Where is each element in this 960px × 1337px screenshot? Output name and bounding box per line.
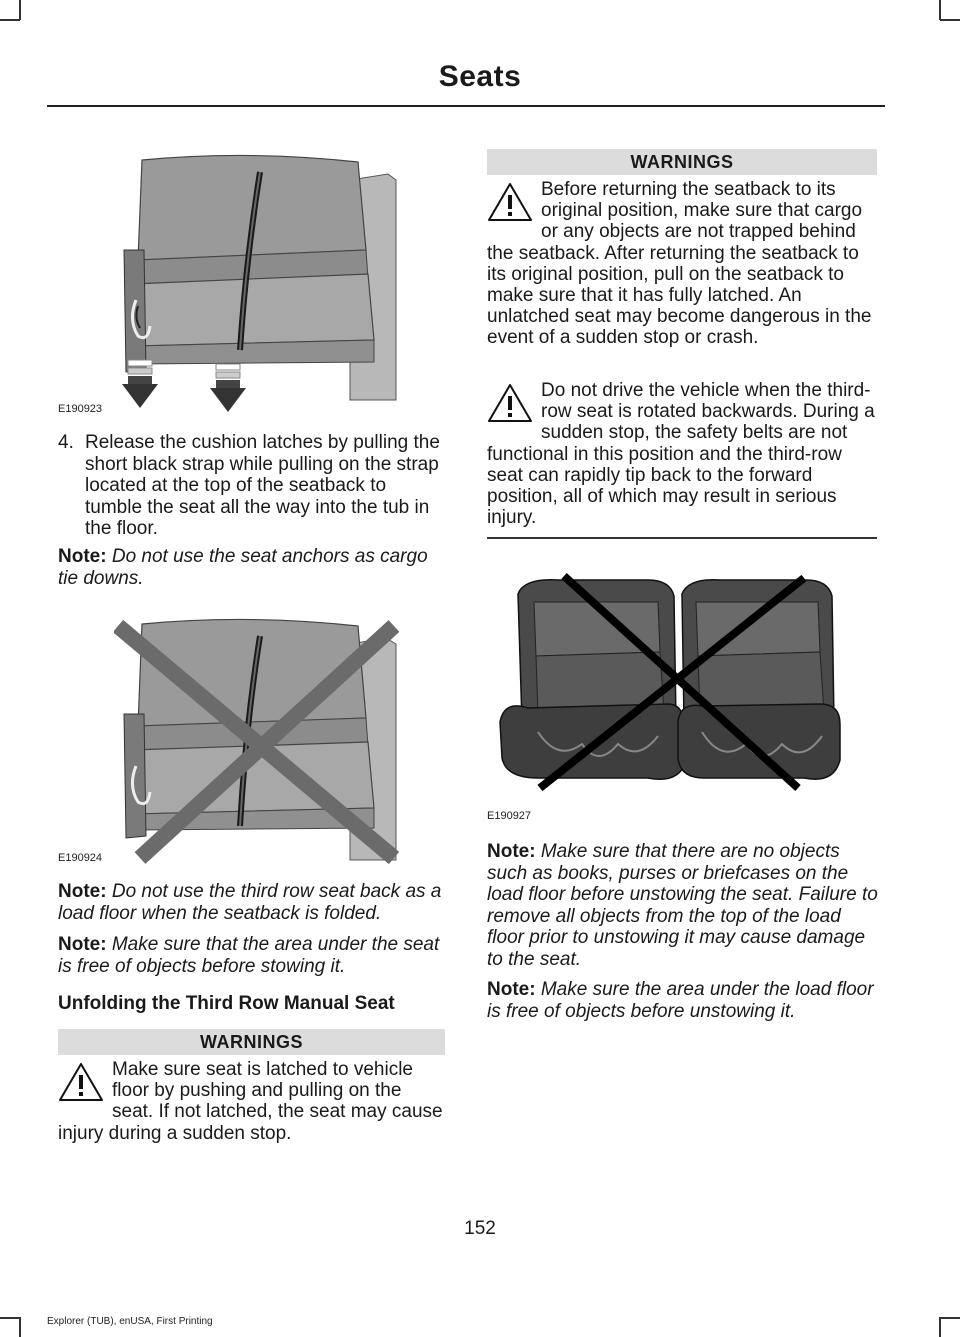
- warning-text: Make sure seat is latched to vehicle floor by pushing and pulling on the seat. If not latched, the seat may cause injury during a sudden stop.: [58, 1059, 443, 1144]
- image-code: E190927: [487, 810, 532, 822]
- warning-item: [58, 1059, 445, 1144]
- crop-mark: [0, 19, 20, 21]
- header-divider: [47, 105, 885, 107]
- print-info: Explorer (TUB), enUSA, First Printing: [47, 1316, 213, 1327]
- step-number: 4.: [58, 432, 74, 453]
- crop-mark: [19, 1317, 21, 1337]
- note-label: Note:: [58, 546, 107, 567]
- note-text: Make sure that the area under the seat is free of objects before stowing it.: [58, 934, 440, 977]
- step-4: [58, 432, 448, 540]
- note-label: Note:: [487, 841, 536, 862]
- warning-text: Do not drive the vehicle when the third-row seat is rotated backwards. During a sudden stop, the safety belts are not functional in this position and the third-row seat can rapidly tip back to the forward position, all of which may result in serious injury.: [487, 380, 875, 529]
- crop-mark: [0, 1317, 20, 1319]
- note-no-objects-on-load-floor: [487, 841, 879, 970]
- warning-item: [487, 380, 879, 528]
- rotated-seats-prohibited-illustration: [498, 572, 842, 796]
- warnings-end-rule: [487, 537, 877, 539]
- note-third-row-load-floor: [58, 881, 448, 924]
- note-text: Make sure that there are no objects such as books, purses or briefcases on the load floor before unstowing the seat. Failure to remove all objects from the top of the load floor prior to unstowing it may cause damage to the seat.: [487, 841, 878, 970]
- note-text: Do not use the third row seat back as a load floor when the seatback is folded.: [58, 881, 442, 924]
- note-area-under-load-floor: [487, 979, 879, 1022]
- warnings-heading: WARNINGS: [58, 1029, 445, 1055]
- section-subheading: Unfolding the Third Row Manual Seat: [58, 993, 395, 1014]
- seat-tumble-illustration: [118, 150, 400, 412]
- seat-load-floor-prohibited-illustration: [114, 614, 400, 864]
- note-label: Note:: [487, 979, 536, 1000]
- note-label: Note:: [58, 881, 107, 902]
- image-code: E190923: [58, 403, 103, 415]
- crop-mark: [940, 19, 960, 21]
- page-number: 152: [464, 1218, 496, 1239]
- warnings-heading: WARNINGS: [487, 149, 877, 175]
- crop-mark: [940, 1317, 960, 1319]
- note-text: Do not use the seat anchors as cargo tie downs.: [58, 546, 428, 589]
- crop-mark: [939, 1317, 941, 1337]
- warning-triangle-icon: [487, 181, 533, 223]
- warning-triangle-icon: [58, 1061, 104, 1103]
- warning-item: [487, 179, 879, 349]
- crop-mark: [939, 0, 941, 20]
- note-label: Note:: [58, 934, 107, 955]
- crop-mark: [19, 0, 21, 20]
- page-title: Seats: [438, 60, 522, 93]
- note-seat-anchors: [58, 546, 448, 589]
- warning-text: Before returning the seatback to its original position, make sure that cargo or any objects are not trapped behind the seatback. After returning the seatback to its original position, pull on the seatback to make sure that it has fully latched. An unlatched seat may become dangerous in the event of a sudden stop or crash.: [487, 179, 872, 349]
- warning-triangle-icon: [487, 382, 533, 424]
- image-code: E190924: [58, 852, 103, 864]
- note-text: Make sure the area under the load floor is free of objects before unstowing it.: [487, 979, 874, 1022]
- note-area-under-seat: [58, 934, 448, 977]
- step-text: Release the cushion latches by pulling the short black strap while pulling on the strap located at the top of the seatback to tumble the seat all the way into the tub in the floor.: [85, 432, 440, 539]
